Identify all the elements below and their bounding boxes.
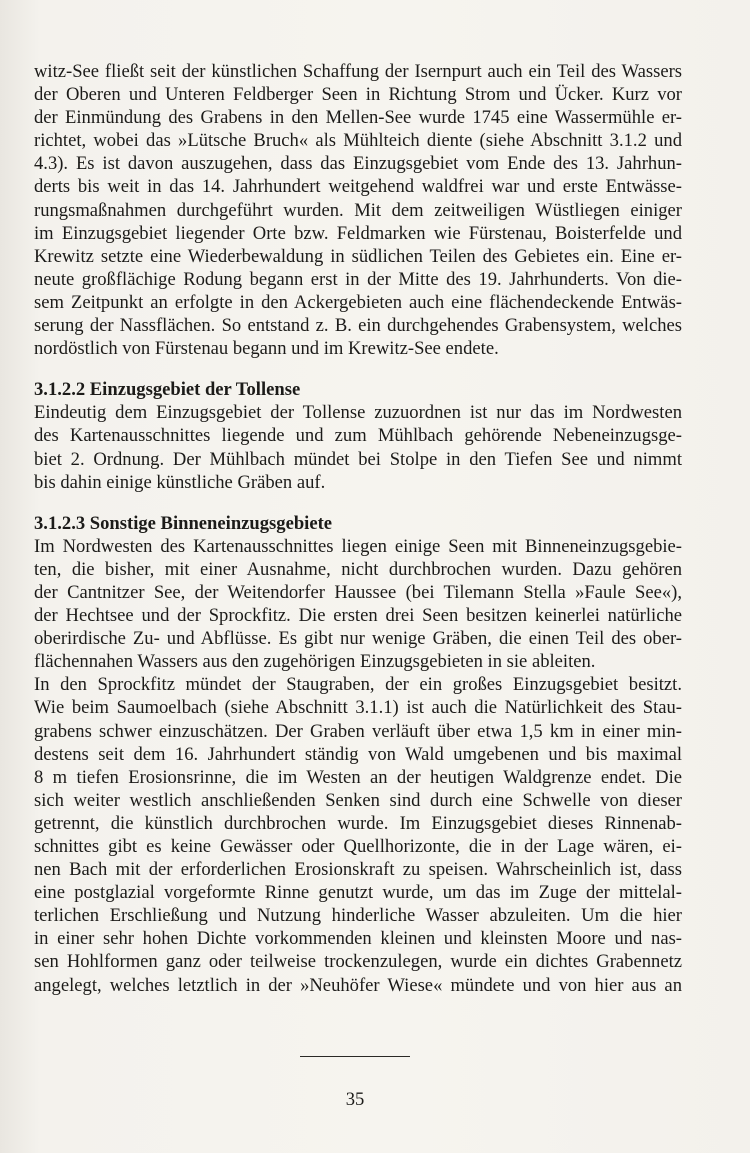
text-line: Krewitz setzte eine Wiederbewaldung in südlichen Teilen des Gebietes ein. Eine er- [34,245,682,267]
text-line: getrennt, die künstlich durchbrochen wurde. Im Einzugsgebiet dieses Rinnenab- [34,812,682,834]
text-line: Eindeutig dem Einzugsgebiet der Tollense zuzuordnen ist nur das im Nordwesten [34,402,682,424]
page-number: 35 [345,1089,365,1110]
text-line: bis dahin einige künstliche Gräben auf. [34,471,326,493]
text-line: flächennahen Wassers aus den zugehörigen Einzugsgebieten in sie ableiten. [34,651,596,673]
paragraph-1 [34,60,682,360]
text-line: rungsmaßnahmen durchgeführt wurden. Mit dem zeitweiligen Wüstliegen einiger [34,199,682,221]
text-line: terlichen Erschließung und Nutzung hinderliche Wasser abzuleiten. Um die hier [34,905,682,927]
text-line: 8 m tiefen Erosionsrinne, die im Westen an der heutigen Waldgrenze endet. Die [34,766,682,788]
section-tollense [34,378,682,493]
text-line: in einer sehr hohen Dichte vorkommenden kleinen und kleinsten Moore und nas- [34,928,682,950]
text-line: der Cantnitzer See, der Weitendorfer Haussee (bei Tilemann Stella »Faule See«), [34,581,682,603]
text-line: grabens schwer einzuschätzen. Der Graben verläuft über etwa 1,5 km in einer min- [34,720,682,742]
text-line: eine postglazial vorgeformte Rinne genutzt wurde, um das im Zuge der mittelal- [34,882,682,904]
section-spacer [34,494,682,512]
text-line: der Einmündung des Grabens in den Mellen-See wurde 1745 eine Wassermühle er- [34,107,682,129]
text-line: sem Zeitpunkt an erfolgte in den Ackergebieten auch eine flächendeckende Entwäs- [34,291,682,313]
text-line: serung der Nassflächen. So entstand z. B. ein durchgehendes Grabensystem, welches [34,315,682,337]
text-line: 4.3). Es ist davon auszugehen, dass das Einzugsgebiet vom Ende des 13. Jahrhun- [34,153,682,175]
page-body [34,60,682,997]
footer-rule [300,1056,410,1057]
text-line: der Hechtsee und der Sprockfitz. Die ersten drei Seen besitzen keinerlei natürliche [34,605,682,627]
text-line: angelegt, welches letztlich in der »Neuhöfer Wiese« mündete und von hier aus an [34,974,682,996]
text-line: derts bis weit in das 14. Jahrhundert weitgehend waldfrei war und erste Entwässe- [34,176,682,198]
text-line: sen Hohlformen ganz oder teilweise trockenzulegen, wurde ein dichtes Grabennetz [34,951,682,973]
text-line: des Kartenausschnittes liegende und zum Mühlbach gehörende Nebeneinzugsge- [34,425,682,447]
text-line: im Einzugsgebiet liegender Orte bzw. Feldmarken wie Fürstenau, Boisterfelde und [34,222,682,244]
text-line: Im Nordwesten des Kartenausschnittes liegen einige Seen mit Binneneinzugsgebie- [34,535,682,557]
text-line: destens seit dem 16. Jahrhundert ständig von Wald umgebenen und bis maximal [34,743,682,765]
text-line: oberirdische Zu- und Abflüsse. Es gibt nur wenige Gräben, die einen Teil des ober- [34,628,682,650]
text-line: witz-See fließt seit der künstlichen Schaffung der Isernpurt auch ein Teil des Wassers [34,61,682,82]
text-line: nen Bach mit der erforderlichen Erosionskraft zu speisen. Wahrscheinlich ist, dass [34,859,682,881]
section-heading: 3.1.2.2 Einzugsgebiet der Tollense [34,379,301,401]
text-line: biet 2. Ordnung. Der Mühlbach mündet bei Stolpe in den Tiefen See und nimmt [34,448,682,470]
section-binneneinzugsgebiete [34,512,682,997]
text-line: In den Sprockfitz mündet der Staugraben, der ein großes Einzugsgebiet besitzt. [34,674,682,696]
section-spacer [34,360,682,378]
text-line: nordöstlich von Fürstenau begann und im Krewitz-See endete. [34,338,499,360]
section-heading: 3.1.2.3 Sonstige Binneneinzugsgebiete [34,512,333,534]
text-line: der Oberen und Unteren Feldberger Seen in Richtung Strom und Ücker. Kurz vor [34,84,682,106]
text-line: neute großflächige Rodung begann erst in der Mitte des 19. Jahrhunderts. Von die- [34,268,682,290]
text-line: schnittes gibt es keine Gewässer oder Quellhorizonte, die in der Lage wären, ei- [34,836,682,857]
text-line: Wie beim Saumoelbach (siehe Abschnitt 3.1.1) ist auch die Natürlichkeit des Stau- [34,697,682,719]
text-line: ten, die bisher, mit einer Ausnahme, nicht durchbrochen wurden. Dazu gehören [34,558,682,580]
text-line: richtet, wobei das »Lütsche Bruch« als Mühlteich diente (siehe Abschnitt 3.1.2 und [34,130,682,152]
text-line: sich weiter westlich anschließenden Senken sind durch eine Schwelle von dieser [34,789,682,811]
